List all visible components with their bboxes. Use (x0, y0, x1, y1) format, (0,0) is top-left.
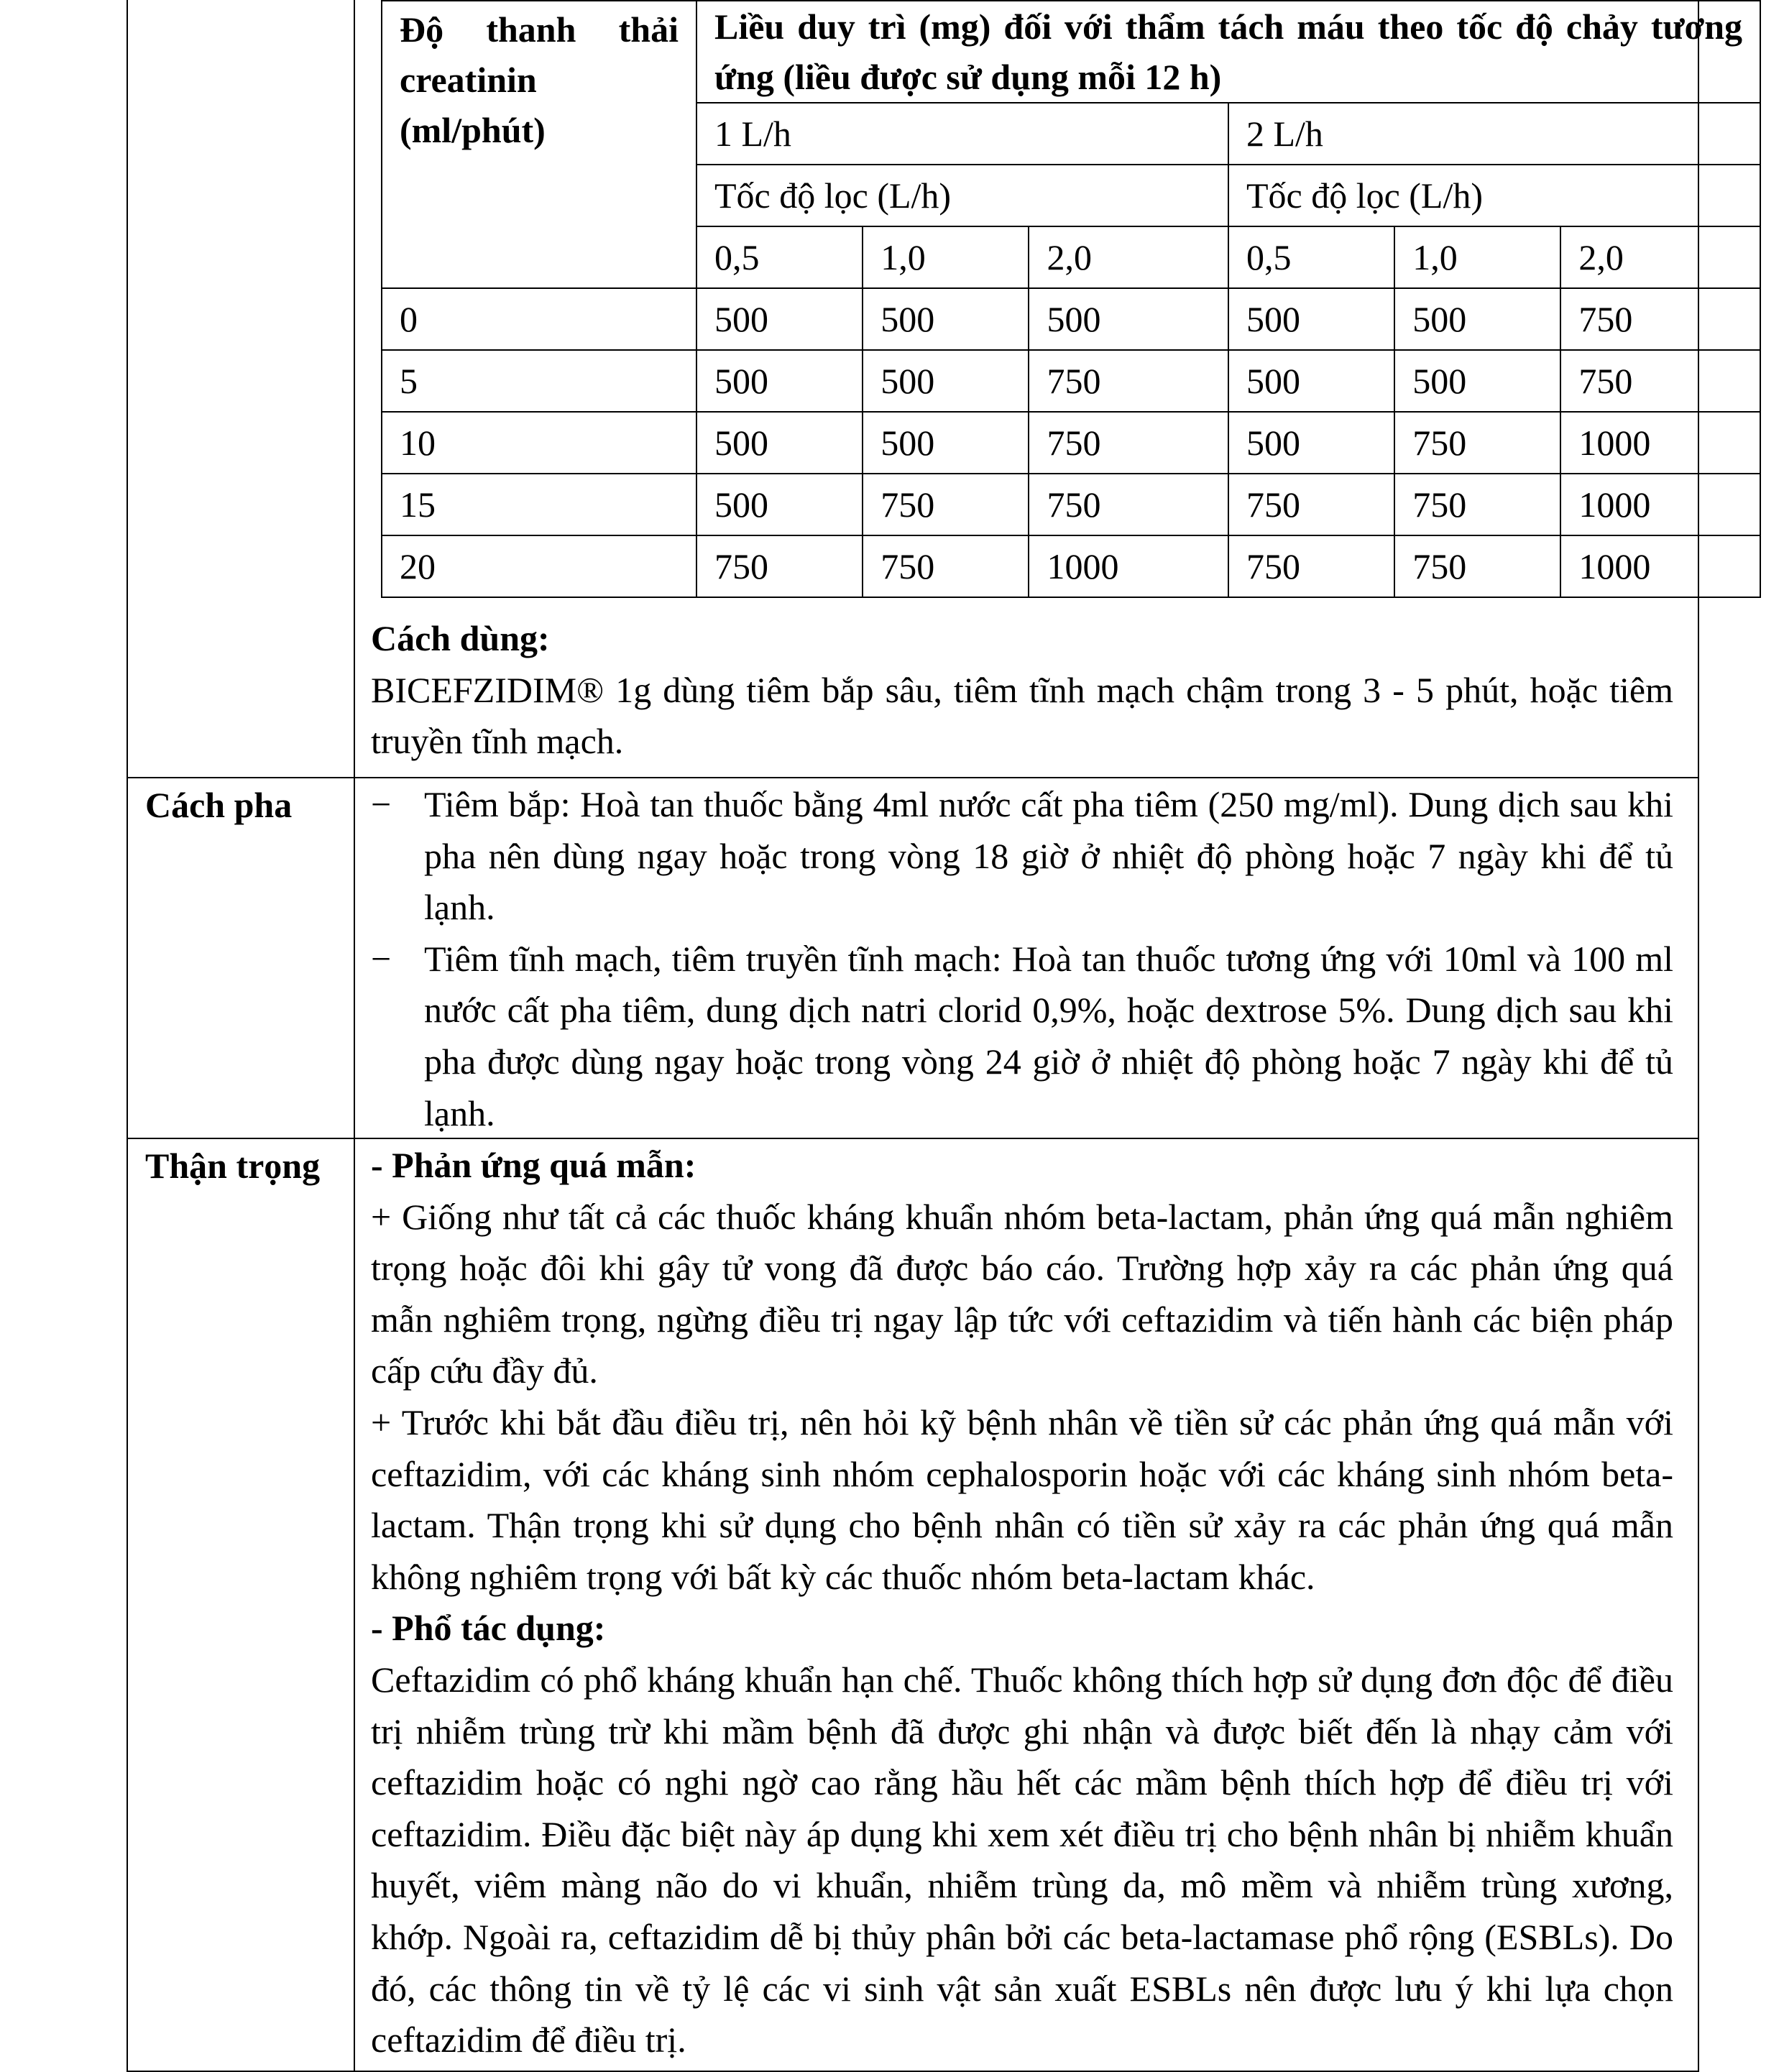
usage-heading: Cách dùng: (371, 618, 550, 658)
row-divider-preparation (128, 777, 1698, 778)
filter-rate-cell: 2,0 (1029, 226, 1228, 288)
column-divider (354, 0, 355, 2071)
filter-rate-cell: 1,0 (863, 226, 1029, 288)
filter-rate-cell: 2,0 (1560, 226, 1760, 288)
table-row: 5 500 500 750 500 500 750 (382, 350, 1760, 412)
paragraph: + Trước khi bắt đầu điều trị, nên hỏi kỹ bệnh nhân về tiền sử các phản ứng quá mẫn với ceftazidim, với các kháng sinh nhóm cephalosporin hoặc với các kháng sinh nhóm beta-lactam. Thận trọng khi sử dụng cho bệnh nhân có tiền sử xảy ra các phản ứng quá mẫn không nghiêm trọng với bất kỳ các thuốc nhóm beta-lactam khác. (371, 1401, 1673, 1597)
dash-bullet: − (371, 938, 392, 979)
filter-rate-cell: 0,5 (1228, 226, 1394, 288)
maintenance-dose-header: Liều duy trì (mg) đối với thẩm tách máu theo tốc độ chảy tương ứng (liều được sử dụng mỗi 12 h) (696, 1, 1760, 103)
flow-rate-2: 2 L/h (1228, 103, 1760, 165)
filter-rate-cell: 1,0 (1394, 226, 1560, 288)
caution-label: Thận trọng (145, 1146, 321, 1186)
caution-section (371, 1140, 1673, 2066)
document-table (127, 0, 1742, 2072)
table-row: 15 500 750 750 750 750 1000 (382, 474, 1760, 535)
dash-bullet: − (371, 784, 392, 824)
list-item: − Tiêm tĩnh mạch, tiêm truyền tĩnh mạch: Hoà tan thuốc tương ứng với 10ml và 100 ml nước cất pha tiêm, dung dịch natri clorid 0,9%, hoặc dextrose 5%. Dung dịch sau khi pha được dùng ngay hoặc trong vòng 24 giờ ở nhiệt độ phòng hoặc 7 ngày khi để tủ lạnh. (371, 934, 1673, 1139)
table-row: 0 500 500 500 500 500 750 (382, 288, 1760, 350)
filter-rate-cell: 0,5 (696, 226, 863, 288)
hypersensitivity-heading: - Phản ứng quá mẫn: (371, 1145, 696, 1185)
spectrum-heading: - Phổ tác dụng: (371, 1608, 606, 1649)
usage-section (371, 613, 1673, 768)
table-row: 20 750 750 1000 750 750 1000 (382, 535, 1760, 597)
clearance-header-line1: Độ thanh thải (400, 9, 679, 50)
paragraph: Ceftazidim có phổ kháng khuẩn hạn chế. Thuốc không thích hợp sử dụng đơn độc để điều trị nhiễm trùng trừ khi mầm bệnh đã được ghi nhận và được biết đến là nhạy cảm với ceftazidim hoặc có nghi ngờ cao rằng hầu hết các mầm bệnh thích hợp để điều trị với ceftazidim. Điều đặc biệt này áp dụng khi xem xét điều trị cho bệnh nhân bị nhiễm khuẩn huyết, viêm màng não do vi khuẩn, nhiễm trùng da, mô mềm và nhiễm trùng xương, khớp. Ngoài ra, ceftazidim dễ bị thủy phân bởi các beta-lactamase phổ rộng (ESBLs). Do đó, các thông tin về tỷ lệ các vi sinh vật sản xuất ESBLs nên được lưu ý khi lựa chọn ceftazidim để điều trị. (371, 1659, 1673, 2061)
preparation-section (371, 779, 1673, 1139)
filter-rate-label: Tốc độ lọc (L/h) (1228, 165, 1760, 226)
usage-text: BICEFZIDIM® 1g dùng tiêm bắp sâu, tiêm tĩnh mạch chậm trong 3 - 5 phút, hoặc tiêm truyền tĩnh mạch. (371, 669, 1673, 762)
clearance-header: Độ thanh thải creatinin (ml/phút) (382, 1, 696, 288)
flow-rate-1: 1 L/h (696, 103, 1228, 165)
list-item: − Tiêm bắp: Hoà tan thuốc bằng 4ml nước cất pha tiêm (250 mg/ml). Dung dịch sau khi pha nên dùng ngay hoặc trong vòng 18 giờ ở nhiệt độ phòng hoặc 7 ngày khi để tủ lạnh. (371, 779, 1673, 934)
dose-table (381, 0, 1761, 598)
filter-rate-label: Tốc độ lọc (L/h) (696, 165, 1228, 226)
paragraph: + Giống như tất cả các thuốc kháng khuẩn nhóm beta-lactam, phản ứng quá mẫn nghiêm trọng hoặc đôi khi gây tử vong đã được báo cáo. Trường hợp xảy ra các phản ứng quá mẫn nghiêm trọng, ngừng điều trị ngay lập tức với ceftazidim và tiến hành các biện pháp cấp cứu đầy đủ. (371, 1196, 1673, 1391)
preparation-label: Cách pha (145, 785, 293, 825)
table-row: 10 500 500 750 500 750 1000 (382, 412, 1760, 474)
